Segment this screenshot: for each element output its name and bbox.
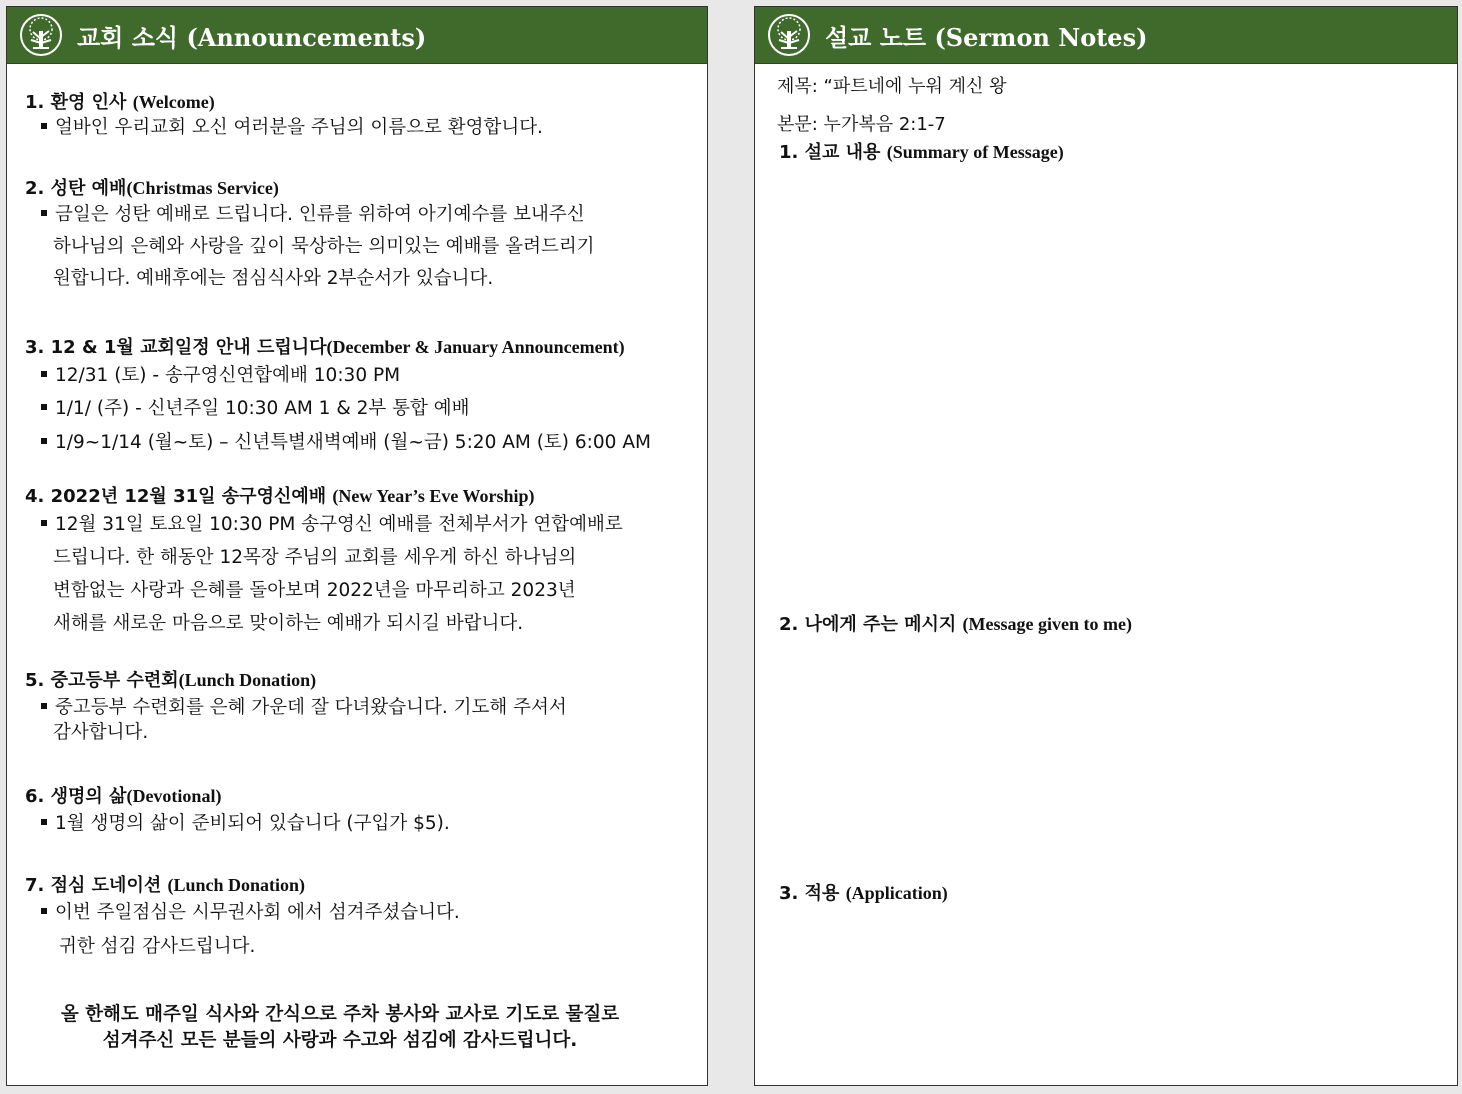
announcements-panel <box>6 6 708 1086</box>
tree-logo-icon <box>19 13 63 57</box>
closing-line: 올 한해도 매주일 식사와 간식으로 주차 봉사와 교사로 기도로 물질로 <box>60 1004 620 1025</box>
list-item: 12월 31일 토요일 10:30 PM 송구영신 예배를 전체부서가 연합예배로 <box>41 509 623 541</box>
title-korean: 설교 노트 <box>825 23 927 52</box>
list-item-continuation: 새해를 새로운 마음으로 맞이하는 예배가 되시길 바랍니다. <box>53 613 524 634</box>
announcements-title <box>77 18 426 53</box>
list-item-continuation: 변함없는 사랑과 은혜를 돌아보며 2022년을 마무리하고 2023년 <box>53 580 576 601</box>
bullet-icon <box>41 123 47 129</box>
sermon-notes-title <box>825 18 1147 53</box>
bullet-icon <box>41 371 47 377</box>
section-title-devotional: 6. 생명의 삶(Devotional) <box>25 786 222 807</box>
title-english: (Announcements) <box>186 22 427 52</box>
section-title-lunch: 7. 점심 도네이션 (Lunch Donation) <box>25 875 306 896</box>
list-item: 금일은 성탄 예배로 드립니다. 인류를 위하여 아기예수를 보내주신 <box>41 199 585 231</box>
title-english: (Sermon Notes) <box>934 22 1148 52</box>
section-title-schedule: 3. 12 & 1월 교회일정 안내 드립니다(December & January Announcement) <box>25 337 625 358</box>
bullet-icon <box>41 404 47 410</box>
list-item: 1월 생명의 삶이 준비되어 있습니다 (구입가 $5). <box>41 808 450 840</box>
list-item: 중고등부 수련회를 은혜 가운데 잘 다녀왔습니다. 기도해 주셔서 <box>41 692 567 724</box>
bullet-icon <box>41 819 47 825</box>
list-item-continuation: 하나님의 은혜와 사랑을 깊이 묵상하는 의미있는 예배를 올려드리기 <box>53 236 595 257</box>
announcements-header <box>7 7 707 64</box>
closing-message <box>0 1002 691 1054</box>
bullet-icon <box>41 210 47 216</box>
list-item-continuation: 귀한 섬김 감사드립니다. <box>59 936 256 957</box>
section-title-application: 3. 적용 (Application) <box>779 883 948 904</box>
section-title-christmas: 2. 성탄 예배(Christmas Service) <box>25 178 279 199</box>
section-title-retreat: 5. 중고등부 수련회(Lunch Donation) <box>25 670 317 691</box>
title-korean: 교회 소식 <box>77 23 179 52</box>
tree-logo-icon <box>767 13 811 57</box>
section-title-summary: 1. 설교 내용 (Summary of Message) <box>779 142 1064 163</box>
bullet-icon <box>41 438 47 444</box>
list-item: 12/31 (토) - 송구영신연합예배 10:30 PM <box>41 360 400 392</box>
bullet-icon <box>41 908 47 914</box>
list-item: 1/1/ (주) - 신년주일 10:30 AM 1 & 2부 통합 예배 <box>41 393 470 425</box>
bullet-icon <box>41 703 47 709</box>
list-item-continuation: 드립니다. 한 해동안 12목장 주님의 교회를 세우게 하신 하나님의 <box>53 547 577 568</box>
sermon-notes-header <box>755 7 1457 64</box>
list-item: 얼바인 우리교회 오신 여러분을 주님의 이름으로 환영합니다. <box>41 112 543 144</box>
section-title-welcome: 1. 환영 인사 (Welcome) <box>25 92 215 113</box>
section-title-message: 2. 나에게 주는 메시지 (Message given to me) <box>779 614 1132 635</box>
section-title-new-years-eve: 4. 2022년 12월 31일 송구영신예배 (New Year’s Eve Worship) <box>25 486 535 507</box>
sermon-notes-panel <box>754 6 1458 1086</box>
list-item-continuation: 감사합니다. <box>53 722 149 743</box>
bullet-icon <box>41 520 47 526</box>
sermon-title: 제목: “파트네에 누워 계신 왕 <box>777 76 1007 97</box>
list-item: 이번 주일점심은 시무권사회 에서 섬겨주셨습니다. <box>41 897 460 929</box>
list-item: 1/9~1/14 (월~토) – 신년특별새벽예배 (월~금) 5:20 AM (토) 6:00 AM <box>41 427 651 459</box>
list-item-continuation: 원합니다. 예배후에는 점심식사와 2부순서가 있습니다. <box>53 268 494 289</box>
sermon-scripture: 본문: 누가복음 2:1-7 <box>777 114 946 135</box>
closing-line: 섬겨주신 모든 분들의 사랑과 수고와 섬김에 감사드립니다. <box>102 1030 578 1051</box>
